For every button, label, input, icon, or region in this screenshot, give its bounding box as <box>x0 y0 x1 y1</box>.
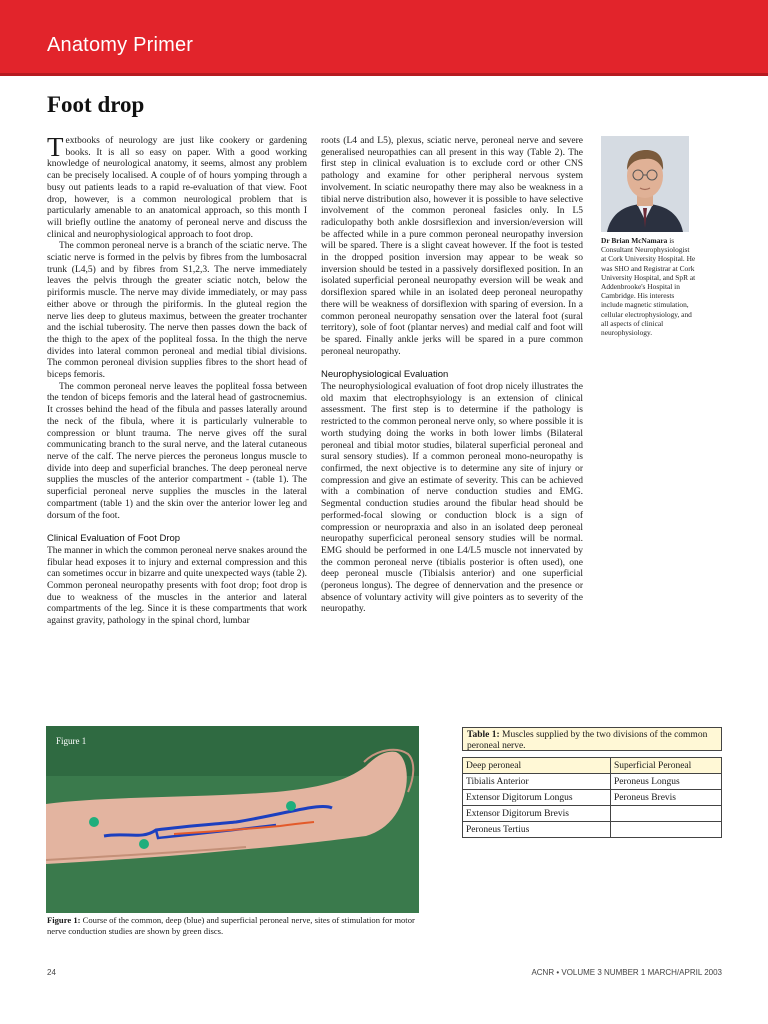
table-title <box>462 727 722 751</box>
section-title: Anatomy Primer <box>47 34 194 56</box>
table-cell: Extensor Digitorum Brevis <box>463 806 611 822</box>
clinical-subheading: Clinical Evaluation of Foot Drop <box>47 533 181 545</box>
neurophysiology-subheading: Neurophysiological Evaluation <box>321 369 449 381</box>
column-2 <box>321 136 583 616</box>
author-name: Dr Brian McNamara <box>601 236 668 245</box>
caption-label: Figure 1: <box>47 915 81 925</box>
table-cell <box>611 806 722 822</box>
intro-text: extbooks of neurology are just like cookery or gardening books. It is all so easy on paper. With a good working knowledge of neurological anatomy, it seems, almost any problem can be precisely localised. A couple of of hours yomping through a busy out patients leads to a rapid re-evaluation of that view. Foot drop, however, is a common neurological problem that is particularly amenable to an anatomical approach, so this month I will briefly outline the anatomy of peroneal nerve and discuss the clinical and neurophysiological approach to foot drop. <box>47 136 307 240</box>
column-1 <box>47 132 307 628</box>
header-superficial-peroneal: Superficial Peroneal <box>611 758 722 774</box>
clinical-paragraph-cont: roots (L4 and L5), plexus, sciatic nerve, peroneal nerve and severe generalised neuropathies can all present in this way (Table 2). The first step in clinical evaluation is to exclude cord or other CNS pathology and examine for other peripheral nervous system involvement. In sciatic neuropathy there may also be weakness in a tibial nerve distribution also, however it is possible to have selective involvement of the common peroneal fasicles only. In L5 radiculopathy both ankle dosrsiflexion and inversion/eversion will be affected while in a pure common peroneal neuropathy inversion will be spared. There is a slight caveat however. If the foot is tested in the dropped position inversion may appear to be weak so inversion should be tested in a passively dorsiflexed position. In an isolated superficial peroneal neuropathy eversion will be weak and dorsiflexion spared while in an isolated deep peroneal neuropathy there will be weakness of dorsiflexion with sparing of eversion. In a common peroneal neuropathy sensation over the lateral foot (sural territory), sole of foot (plantar nerves) and medial calf and foot will be spared. Finally ankle jerks will be spared in a pure common peroneal neuropathy. <box>321 136 583 357</box>
table-header-row <box>463 758 722 774</box>
author-bio-text: is Consultant Neurophysiologist at Cork University Hospital. He was SHO and Registrar at Cork University Hospital, and SpR at Addenbrooke's Hospital in Cambridge. His interests include magnetic stimulation, cellular electrophysiology, and all aspects of clinical neurophysiology. <box>601 236 696 338</box>
author-bio <box>601 236 696 337</box>
drop-cap: T <box>47 132 64 162</box>
stimulation-disc-3 <box>286 801 296 811</box>
journal-info: ACNR • VOLUME 3 NUMBER 1 MARCH/APRIL 2003 <box>531 968 722 977</box>
table-cell: Peroneus Longus <box>611 774 722 790</box>
stimulation-disc-1 <box>89 817 99 827</box>
header-banner <box>0 0 768 76</box>
table-cell: Peroneus Brevis <box>611 790 722 806</box>
stimulation-disc-2 <box>139 839 149 849</box>
table-row <box>463 806 722 822</box>
neurophysiology-paragraph: The neurophysiological evaluation of foot drop nicely illustrates the old maxim that electrophsyiology is an extension of clinical assessment. The first step is to determine if the pathology is restricted to the common peroneal nerve only, so where possible it is worth studying doing the works in both lower limbs (Bilateral peroneal and tibial motor studies, bilateral superficial peroneal and sural sensory studies). If a common peroneal mono-neuropathy is confirmed, the next objective is to determine any site of injury or compression and give an estimate of severity. This can be achieved with a combination of nerve conduction studies and EMG. Segmental conduction studies around the fibular head should be performed-focal slowing or conduction block is a sign of compression or neuropraxia and also in an isolated deep peroneal neuropathy superficical peroneal sensory studies will be normal. EMG should be performed in one L4/L5 muscle not innervated by the common peroneal nerve (tibialis posterior is often used), one deep peroneal muscle (Tibialsis anterior) and one superficial (peroneus longus). The degree of dennervation and the presence or absence of voluntary activity will give pointers as to severity of the neuropathy. <box>321 382 583 615</box>
table-row <box>463 790 722 806</box>
figure-caption <box>47 915 419 937</box>
banner-underline <box>0 73 768 76</box>
page-number: 24 <box>47 968 56 977</box>
intro-paragraph <box>47 132 307 241</box>
author-photo <box>601 136 689 232</box>
table-cell: Extensor Digitorum Longus <box>463 790 611 806</box>
table-cell <box>611 822 722 838</box>
table-row <box>463 822 722 838</box>
table-title-text: Muscles supplied by the two divisions of the common peroneal nerve. <box>467 730 708 751</box>
author-portrait-icon <box>601 136 689 232</box>
table-cell: Peroneus Tertius <box>463 822 611 838</box>
anatomy-paragraph-2: The common peroneal nerve leaves the popliteal fossa between the tendon of biceps femoris and the lateral head of gastrocnemius. It crosses behind the head of the fibula and passes laterally around the neck of the fibula, where it is particularly vulnerable to compression or blunt trauma. The nerve gives off the sural communicating branch to the sural nerve, and the lateral cutaneous nerve of the calf. The nerve pierces the peroneus longus muscle to divide into deep and superficial branches. The deep peroneal nerve supplies the muscles of the anterior compartment - (table 1). The superficial peroneal nerve supplies the muscles in the lateral compartment (table 1) and the skin over the anterior lower leg and dorsum of the foot. <box>47 381 307 521</box>
table-cell: Tibialis Anterior <box>463 774 611 790</box>
table-row <box>463 774 722 790</box>
header-deep-peroneal: Deep peroneal <box>463 758 611 774</box>
table-1 <box>462 727 722 838</box>
caption-text: Course of the common, deep (blue) and superficial peroneal nerve, sites of stimulation for motor nerve conduction studies are shown by green discs. <box>47 915 415 936</box>
clinical-paragraph: The manner in which the common peroneal nerve snakes around the fibular head exposes it to injury and external compression and this can sometimes occur in bizarre and quite unexpected ways (table 2). Common peroneal neuropathy presents with foot drop; foot drop is due to weakness of the muscles in the anterior and lateral compartments of the leg. Since it is these compartments that work against gravity, pathology in the spinal chord, lumbar <box>47 545 307 627</box>
table-title-label: Table 1: <box>467 730 500 740</box>
anatomy-paragraph-1: The common peroneal nerve is a branch of the sciatic nerve. The sciatic nerve is formed in the pelvis by fibres from the lumbosacral trunk (L4,5) and by fibres from S1,2,3. The nerve immediately leaves the pelvis through the greater sciatic notch, below the piriformis muscle. The nerve may divide immediately, or may pass either above or through the piriformis. In the gluteal region the nerve lies deep to gluteus maximus, between the greater trochanter and the ischial tuberosity. The nerve then passes down the back of the thigh to the apex of the popliteal fossa. In the thigh the nerve divides into lateral common peroneal and medial tibial divisions. The common peroneal division supplies fibres to the short head of biceps femoris. <box>47 241 307 381</box>
leg-nerve-illustration <box>46 726 419 913</box>
article-title: Foot drop <box>47 92 145 117</box>
figure-label: Figure 1 <box>56 736 87 746</box>
muscle-table <box>462 757 722 838</box>
figure-1 <box>46 726 419 913</box>
